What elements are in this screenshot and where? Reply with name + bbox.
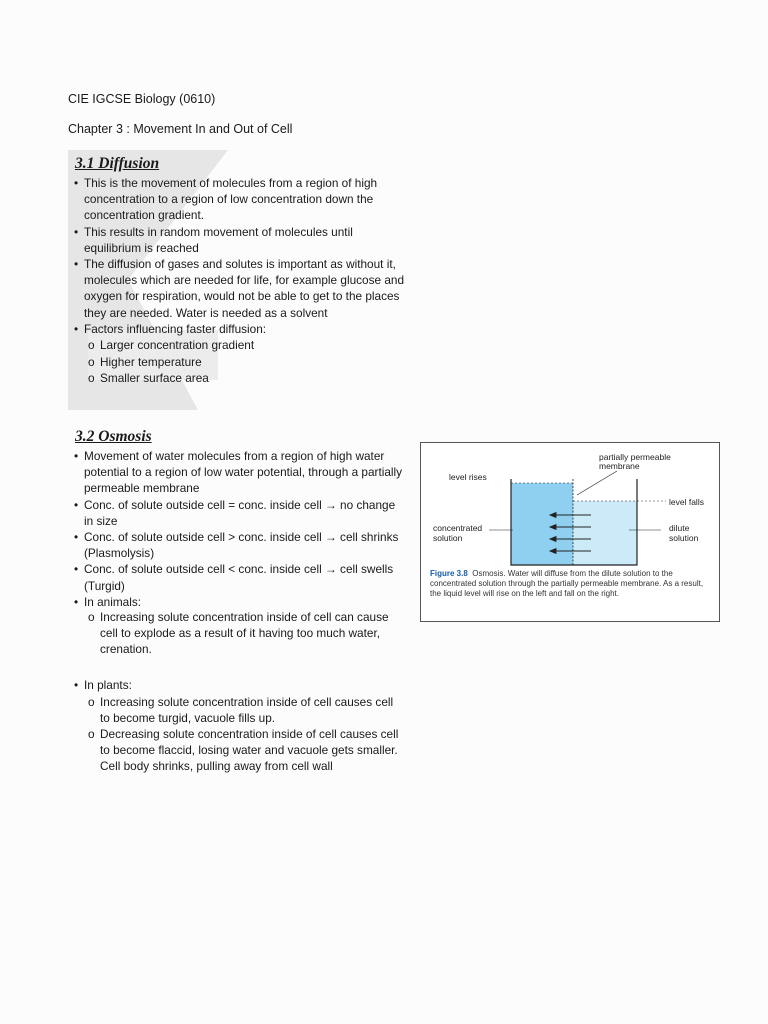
factors-label: Factors influencing faster diffusion:: [84, 321, 267, 336]
course-title: CIE IGCSE Biology (0610): [68, 92, 216, 106]
dilute-label: [669, 523, 699, 543]
chapter-title: Chapter 3 : Movement In and Out of Cell: [68, 122, 293, 136]
concentrated-label-line: concentrated: [433, 523, 483, 533]
diffusion-bullet: • The diffusion of gases and solutes is important as without it, molecules which are needed for life, for example glucose and oxygen for respiration, would not be able to get to the places they are needed. Water is needed as a solvent: [68, 256, 408, 321]
factor-item: o Smaller surface area: [68, 370, 408, 387]
diffusion-bullet: [68, 321, 408, 337]
osmosis-section: [68, 428, 403, 775]
diffusion-section: [68, 155, 408, 387]
osmosis-bullet: • Conc. of solute outside cell = conc. inside cell → no change in size: [68, 497, 403, 529]
osmosis-bullet: • Conc. of solute outside cell > conc. inside cell → cell shrinks (Plasmolysis): [68, 529, 403, 561]
factor-item: o Larger concentration gradient: [68, 337, 408, 354]
concentrated-label-line: solution: [433, 533, 463, 543]
factor-item: o Higher temperature: [68, 354, 408, 371]
animals-item: o Increasing solute concentration inside of cell can cause cell to explode as a result of it having too much water, crenation.: [68, 610, 403, 657]
osmosis-bullet: • In animals:: [68, 594, 403, 610]
concentrated-solution-fill: [511, 483, 573, 565]
concentrated-label: [433, 523, 482, 543]
diffusion-bullet: • This is the movement of molecules from a region of high concentration to a region of low concentration down the concentration gradient.: [68, 175, 408, 224]
membrane-label-line: membrane: [599, 461, 640, 471]
osmosis-bullet: • Conc. of solute outside cell < conc. inside cell → cell swells (Turgid): [68, 561, 403, 593]
diffusion-bullet: • This results in random movement of molecules until equilibrium is reached: [68, 224, 408, 256]
level-falls-label: level falls: [669, 497, 704, 507]
membrane-label: [599, 452, 671, 471]
caption-text: Osmosis. Water will diffuse from the dilute solution to the concentrated solution through the partially permeable membrane. As a result, the liquid level will rise on the left and fall on the right.: [430, 569, 704, 598]
plants-label: • In plants:: [68, 677, 403, 693]
dilute-solution-fill: [573, 501, 637, 565]
osmosis-figure: [420, 442, 720, 622]
plants-item: o Decreasing solute concentration inside of cell causes cell to become flaccid, losing water and vacuole gets smaller. Cell body shrinks, pulling away from cell wall: [68, 726, 403, 775]
dilute-label-line: solution: [669, 533, 699, 543]
level-rises-label: level rises: [449, 472, 487, 482]
figure-caption: [430, 569, 712, 599]
plants-item: o Increasing solute concentration inside of cell causes cell to become turgid, vacuole fills up.: [68, 694, 403, 726]
osmosis-bullet: • Movement of water molecules from a region of high water potential to a region of low water potential, through a partially permeable membrane: [68, 448, 403, 497]
membrane-label-line: partially permeable: [599, 452, 671, 462]
diffusion-heading: 3.1 Diffusion: [75, 155, 160, 172]
osmosis-heading: 3.2 Osmosis: [75, 428, 152, 445]
caption-label: Figure 3.8: [430, 569, 468, 578]
dilute-label-line: dilute: [669, 523, 690, 533]
